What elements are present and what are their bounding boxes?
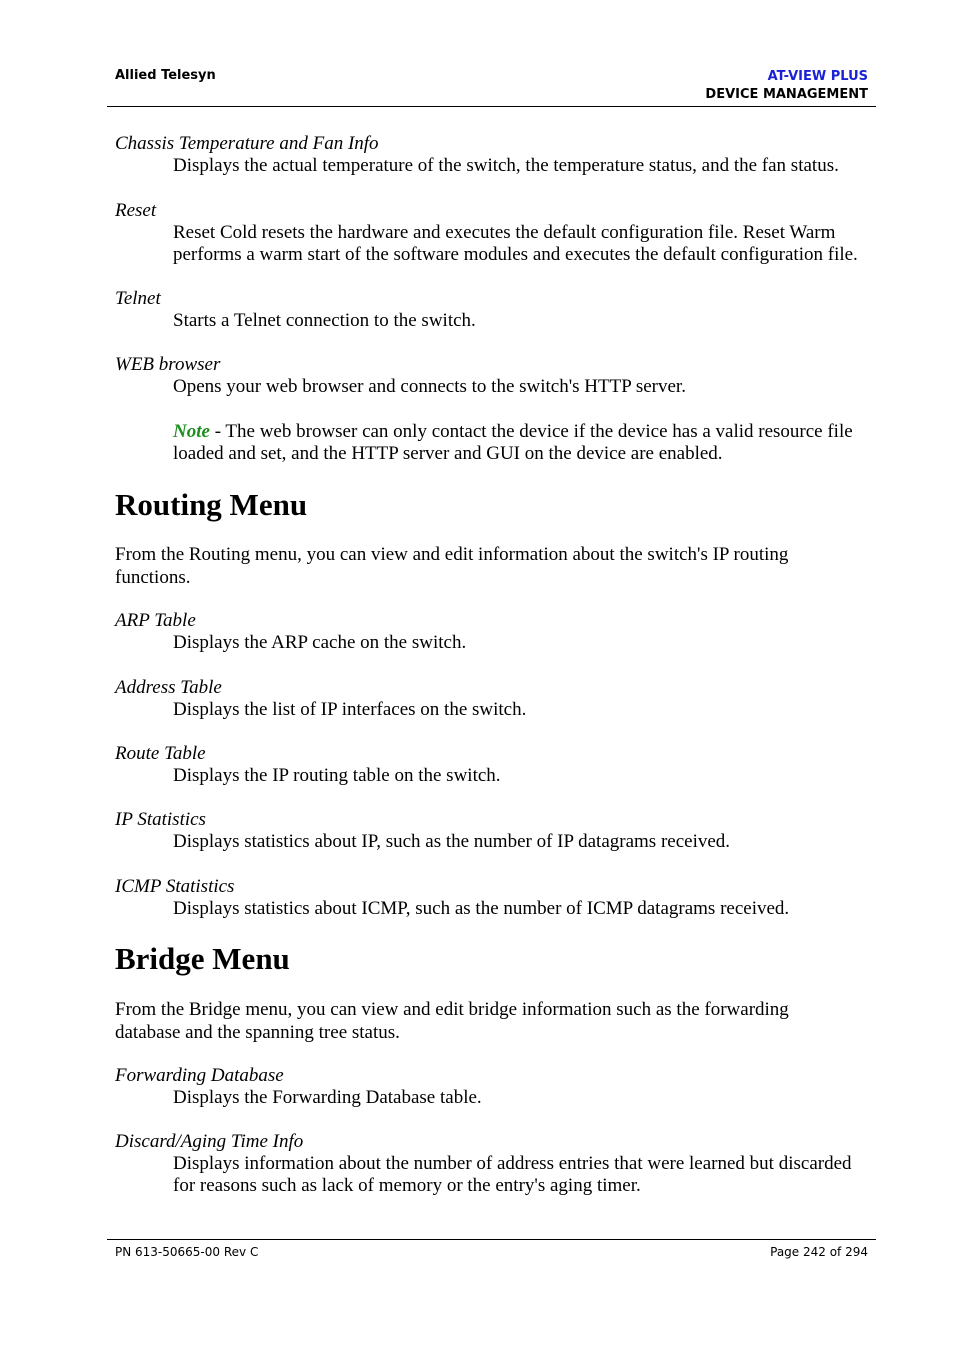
term-reset: Reset — [115, 200, 157, 221]
bridge-intro: From the Bridge menu, you can view and edit bridge information such as the forwarding database and the spanning tree status. — [115, 999, 789, 1043]
note-text: - The web browser can only contact the device if the device has a valid resource file loaded and set, and the HTTP server and GUI on the device are enabled. — [173, 421, 853, 464]
header-divider — [107, 106, 876, 107]
term-web-browser: WEB browser — [115, 354, 221, 375]
desc-telnet: Starts a Telnet connection to the switch. — [173, 310, 476, 331]
routing-menu-heading: Routing Menu — [115, 487, 308, 522]
desc-forwarding-database: Displays the Forwarding Database table. — [173, 1087, 482, 1108]
term-telnet: Telnet — [115, 288, 161, 309]
term-discard-aging: Discard/Aging Time Info — [115, 1131, 304, 1152]
desc-ip-statistics: Displays statistics about IP, such as the number of IP datagrams received. — [173, 831, 731, 852]
term-forwarding-database: Forwarding Database — [115, 1065, 284, 1086]
desc-web-browser: Opens your web browser and connects to the switch's HTTP server. — [173, 376, 686, 397]
term-chassis-temp: Chassis Temperature and Fan Info — [115, 133, 379, 154]
desc-discard-aging: Displays information about the number of address entries that were learned but discarded for reasons such as lack of memory or the entry's aging timer. — [173, 1153, 852, 1196]
desc-reset: Reset Cold resets the hardware and executes the default configuration file. Reset Warm performs a warm start of the software modules and executes the default configuration file. — [173, 222, 858, 265]
term-route-table: Route Table — [115, 743, 206, 764]
section-name: DEVICE MANAGEMENT — [705, 87, 868, 102]
desc-icmp-statistics: Displays statistics about ICMP, such as the number of ICMP datagrams received. — [173, 898, 790, 919]
routing-intro: From the Routing menu, you can view and edit information about the switch's IP routing functions. — [115, 544, 789, 588]
note-paragraph — [173, 421, 873, 465]
note-label: Note — [173, 421, 210, 442]
term-arp-table: ARP Table — [115, 610, 196, 631]
part-number: PN 613-50665-00 Rev C — [115, 1245, 259, 1259]
term-ip-statistics: IP Statistics — [115, 809, 206, 830]
product-name: AT-VIEW PLUS — [767, 69, 868, 84]
term-address-table: Address Table — [115, 677, 222, 698]
header-right — [705, 68, 868, 104]
term-icmp-statistics: ICMP Statistics — [115, 876, 235, 897]
desc-address-table: Displays the list of IP interfaces on the switch. — [173, 699, 527, 720]
desc-route-table: Displays the IP routing table on the switch. — [173, 765, 501, 786]
bridge-menu-heading: Bridge Menu — [115, 941, 290, 976]
page-number: Page 242 of 294 — [770, 1245, 868, 1259]
footer-divider — [107, 1239, 876, 1240]
desc-arp-table: Displays the ARP cache on the switch. — [173, 632, 467, 653]
company-name: Allied Telesyn — [115, 68, 216, 83]
desc-chassis-temp: Displays the actual temperature of the switch, the temperature status, and the fan status. — [173, 155, 839, 176]
